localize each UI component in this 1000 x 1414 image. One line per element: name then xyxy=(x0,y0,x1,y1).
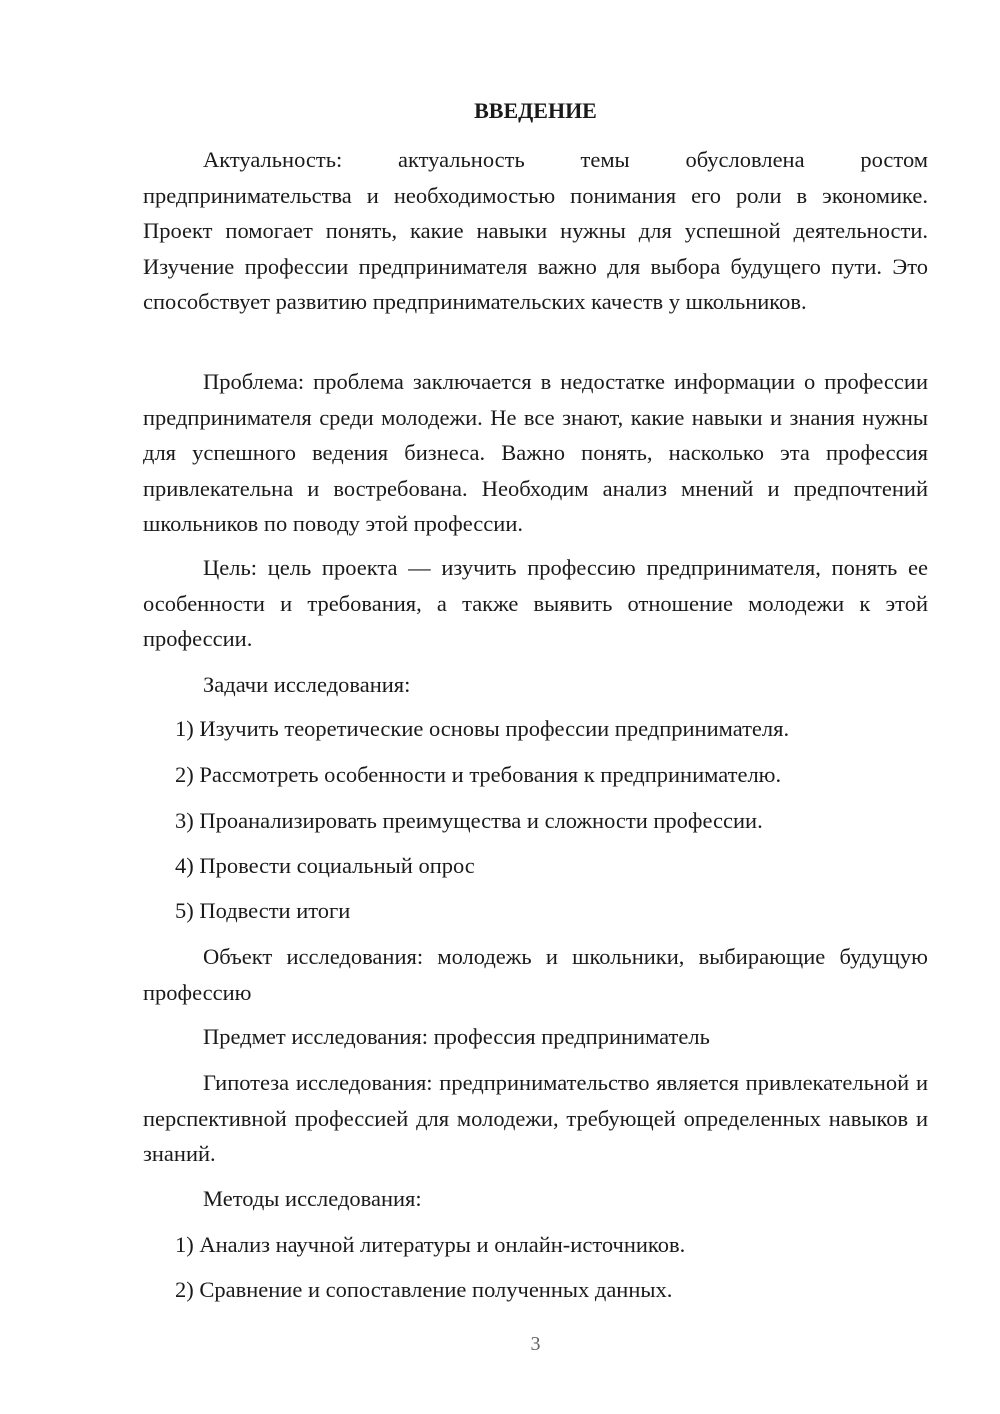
method-item: 1) Анализ научной литературы и онлайн-источников. xyxy=(175,1232,686,1257)
object-paragraph: Объект исследования: молодежь и школьники, выбирающие будущую профессию xyxy=(143,944,928,1005)
page-title: ВВЕДЕНИЕ xyxy=(474,98,597,123)
task-item: 5) Подвести итоги xyxy=(175,898,351,923)
goal-paragraph: Цель: цель проекта — изучить профессию предпринимателя, понять ее особенности и требования, а также выявить отношение молодежи к этой профессии. xyxy=(143,555,928,651)
relevance-paragraph: Актуальность: актуальность темы обусловлена ростом предпринимательства и необходимостью понимания его роли в экономике. Проект помогает понять, какие навыки нужны для успешной деятельности. Изучение профессии предпринимателя важно для выбора будущего пути. Это способствует развитию предпринимательских качеств у школьников. xyxy=(143,147,928,314)
tasks-heading: Задачи исследования: xyxy=(203,672,411,697)
task-item: 4) Провести социальный опрос xyxy=(175,853,475,878)
task-item: 1) Изучить теоретические основы профессии предпринимателя. xyxy=(175,716,790,741)
task-item: 3) Проанализировать преимущества и сложности профессии. xyxy=(175,808,763,833)
subject-paragraph: Предмет исследования: профессия предприниматель xyxy=(203,1024,710,1049)
task-item: 2) Рассмотреть особенности и требования к предпринимателю. xyxy=(175,762,782,787)
methods-heading: Методы исследования: xyxy=(203,1186,422,1211)
hypothesis-paragraph: Гипотеза исследования: предпринимательство является привлекательной и перспективной профессией для молодежи, требующей определенных навыков и знаний. xyxy=(143,1070,928,1166)
problem-paragraph: Проблема: проблема заключается в недостатке информации о профессии предпринимателя среди молодежи. Не все знают, какие навыки и знания нужны для успешного ведения бизнеса. Важно понять, насколько эта профессия привлекательна и востребована. Необходим анализ мнений и предпочтений школьников по поводу этой профессии. xyxy=(143,369,928,536)
page-number: 3 xyxy=(530,1333,541,1355)
method-item: 2) Сравнение и сопоставление полученных данных. xyxy=(175,1277,673,1302)
